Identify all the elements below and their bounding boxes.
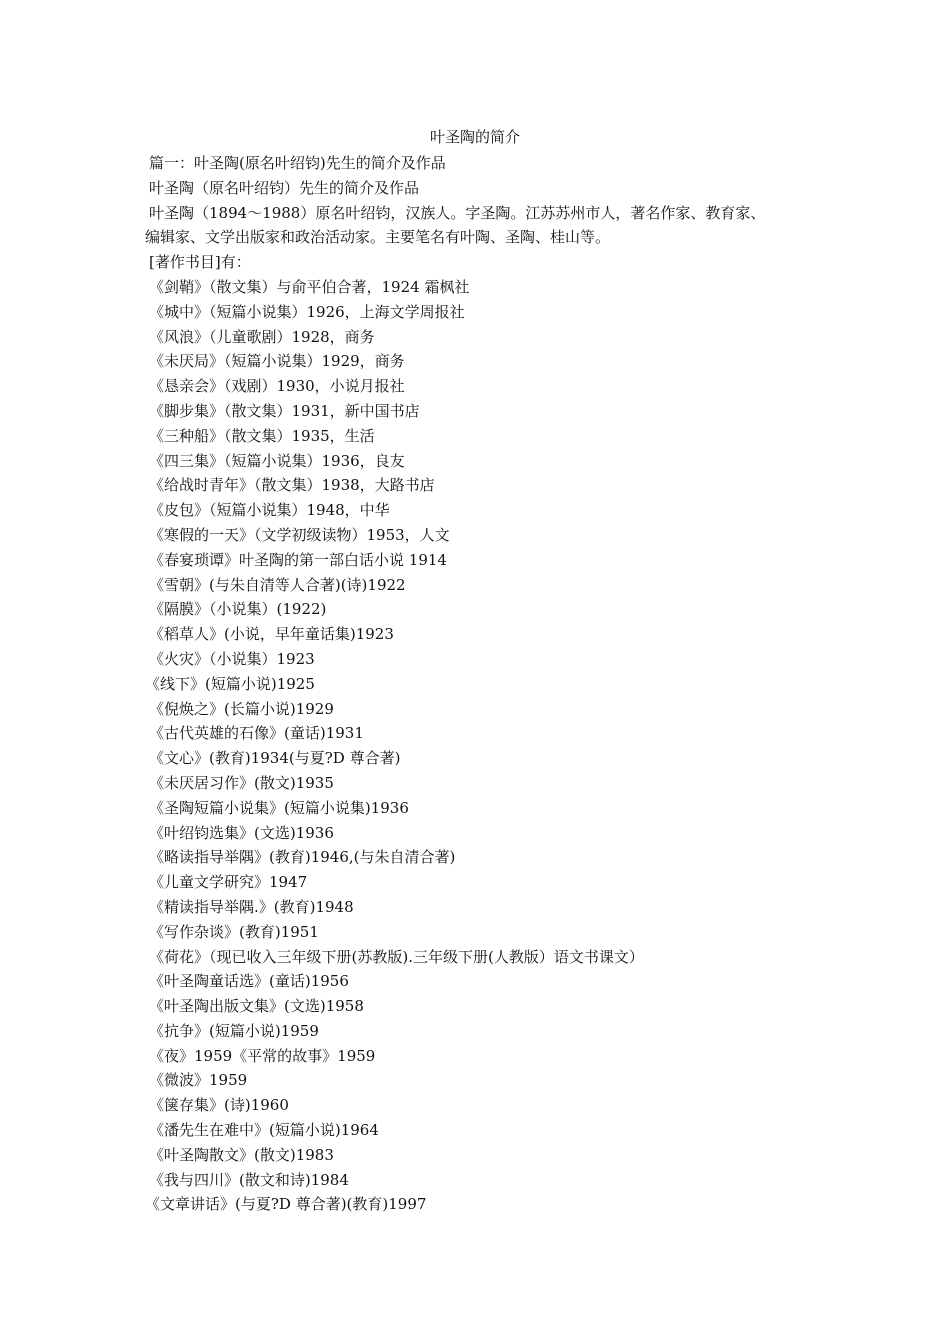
work-item: 《我与四川》(散文和诗)1984 xyxy=(149,1170,349,1189)
work-item: 《线下》(短篇小说)1925 xyxy=(145,674,315,693)
work-item: 《未厌居习作》(散文)1935 xyxy=(149,773,334,792)
work-item: 《雪朝》(与朱自清等人合著)(诗)1922 xyxy=(149,575,406,594)
document-title: 叶圣陶的简介 xyxy=(429,128,520,146)
work-item: 《写作杂谈》(教育)1951 xyxy=(149,922,319,941)
work-item: 《略读指导举隅》(教育)1946,(与朱自清合著) xyxy=(149,848,456,867)
work-item: 《叶绍钧选集》(文选)1936 xyxy=(149,823,334,842)
work-item: 《文心》(教育)1934(与夏?D 尊合著) xyxy=(149,749,401,768)
work-item: 《箧存集》(诗)1960 xyxy=(149,1096,289,1115)
subheading: 叶圣陶（原名叶绍钧）先生的简介及作品 xyxy=(149,178,420,197)
work-item: 《叶圣陶童话选》(童话)1956 xyxy=(149,972,349,991)
work-item: 《四三集》（短篇小说集）1936，良友 xyxy=(149,451,405,470)
work-item: 《古代英雄的石像》(童话)1931 xyxy=(149,724,364,743)
work-item: 《圣陶短篇小说集》(短篇小说集)1936 xyxy=(149,798,409,817)
intro-line-2: 编辑家、文学出版家和政治活动家。主要笔名有叶陶、圣陶、桂山等。 xyxy=(145,228,611,247)
intro-line-1: 叶圣陶（1894～1988）原名叶绍钧，汉族人。字圣陶。江苏苏州市人，著名作家、教育家、 xyxy=(149,203,766,222)
work-item: 《剑鞘》（散文集）与俞平伯合著，1924 霜枫社 xyxy=(149,277,470,296)
work-item: 《皮包》（短篇小说集）1948，中华 xyxy=(149,501,390,520)
work-item: 《城中》（短篇小说集）1926，上海文学周报社 xyxy=(149,302,465,321)
work-item: 《荷花》（现已收入三年级下册(苏教版).三年级下册(人教版）语文书课文） xyxy=(149,947,644,966)
work-item: 《抗争》(短篇小说)1959 xyxy=(149,1021,319,1040)
work-item: 《未厌局》（短篇小说集）1929，商务 xyxy=(149,352,405,371)
work-item: 《隔膜》（小说集）(1922) xyxy=(149,600,327,619)
work-item: 《儿童文学研究》1947 xyxy=(149,873,308,892)
work-item: 《三种船》（散文集）1935，生活 xyxy=(149,426,375,445)
work-item: 《潘先生在难中》(短篇小说)1964 xyxy=(149,1121,379,1140)
intro-paragraph xyxy=(145,201,835,251)
work-item: 《脚步集》（散文集）1931，新中国书店 xyxy=(149,401,420,420)
work-item: 《夜》1959《平常的故事》1959 xyxy=(149,1046,376,1065)
section-heading: 篇一：叶圣陶(原名叶绍钧)先生的简介及作品 xyxy=(149,154,446,172)
work-item: 《叶圣陶散文》(散文)1983 xyxy=(149,1145,334,1164)
works-heading: [著作书目]有： xyxy=(149,253,251,272)
work-item: 《给战时青年》（散文集）1938，大路书店 xyxy=(149,476,435,495)
work-item: 《稻草人》(小说，早年童话集)1923 xyxy=(149,625,394,644)
work-item: 《火灾》（小说集）1923 xyxy=(149,649,315,668)
work-item: 《叶圣陶出版文集》(文选)1958 xyxy=(149,997,364,1016)
work-item: 《春宴琐谭》叶圣陶的第一部白话小说 1914 xyxy=(149,550,447,569)
work-item: 《精读指导举隅.》(教育)1948 xyxy=(149,897,354,916)
work-item: 《微波》1959 xyxy=(149,1071,248,1090)
work-item: 《恳亲会》（戏剧）1930，小说月报社 xyxy=(149,377,405,396)
work-item: 《倪焕之》(长篇小说)1929 xyxy=(149,699,334,718)
work-item: 《文章讲话》(与夏?D 尊合著)(教育)1997 xyxy=(145,1195,427,1214)
work-item: 《寒假的一天》（文学初级读物）1953，人文 xyxy=(149,525,450,544)
document-body xyxy=(145,151,835,1217)
work-item: 《风浪》（儿童歌剧）1928，商务 xyxy=(149,327,375,346)
